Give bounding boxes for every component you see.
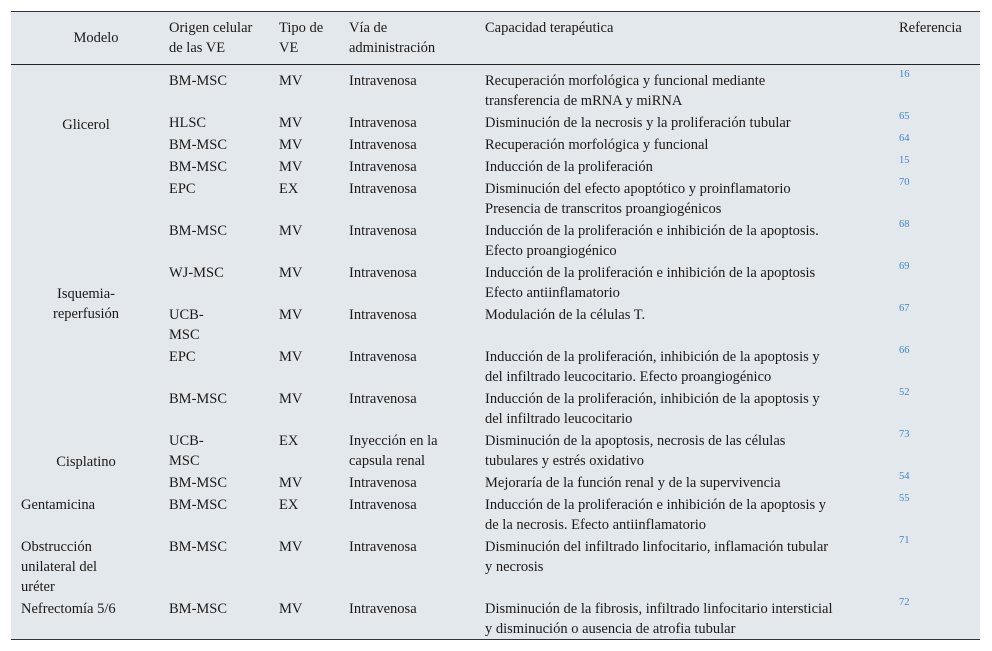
table-header xyxy=(11,11,980,66)
tipo-cell: MV xyxy=(279,223,303,239)
via-cell xyxy=(349,135,417,155)
origen-cell xyxy=(169,473,227,493)
capacidad-cell xyxy=(485,431,785,471)
reference-link[interactable]: 73 xyxy=(899,429,910,440)
via-cell xyxy=(349,263,417,283)
origen-cell-line: BM-MSC xyxy=(169,497,228,513)
capacidad-cell-line: Efecto proangiogénico xyxy=(485,243,617,259)
via-cell xyxy=(349,157,417,177)
tipo-cell: MV xyxy=(279,137,303,153)
origen-cell-line: EPC xyxy=(169,181,196,197)
reference-link[interactable]: 55 xyxy=(899,493,910,504)
tipo-cell: EX xyxy=(279,181,299,197)
via-cell xyxy=(349,113,417,133)
table-body xyxy=(11,65,980,640)
via-cell xyxy=(349,431,438,471)
capacidad-cell xyxy=(485,389,820,429)
header-origen: Origen celular de las VE xyxy=(169,20,253,56)
tipo-cell: MV xyxy=(279,601,303,617)
origen-cell-line: BM-MSC xyxy=(169,475,228,491)
capacidad-cell-line: Inducción de la proliferación e inhibición de la apoptosis xyxy=(485,265,816,281)
origen-cell-line: BM-MSC xyxy=(169,223,228,239)
via-cell-line: Intravenosa xyxy=(349,223,417,239)
capacidad-cell xyxy=(485,71,765,111)
capacidad-cell-line: y disminución o ausencia de atrofia tubular xyxy=(485,621,736,637)
origen-cell xyxy=(169,179,196,199)
origen-cell-line: BM-MSC xyxy=(169,601,228,617)
capacidad-cell-line: Disminución de la apoptosis, necrosis de las células xyxy=(485,433,786,449)
reference-link[interactable]: 52 xyxy=(899,387,910,398)
via-cell-line: Intravenosa xyxy=(349,181,417,197)
reference-link[interactable]: 16 xyxy=(899,69,910,80)
capacidad-cell xyxy=(485,135,708,155)
reference-link[interactable]: 15 xyxy=(899,155,910,166)
origen-cell xyxy=(169,135,227,155)
capacidad-cell-line: del infiltrado leucocitario xyxy=(485,411,633,427)
capacidad-cell-line: Efecto antiinflamatorio xyxy=(485,285,620,301)
model-cell xyxy=(11,452,161,472)
origen-cell-line: UCB- xyxy=(169,433,204,449)
origen-cell xyxy=(169,599,227,619)
capacidad-cell-line: Inducción de la proliferación e inhibición de la apoptosis y xyxy=(485,497,827,513)
capacidad-cell xyxy=(485,113,791,133)
capacidad-cell xyxy=(485,495,826,535)
capacidad-cell-line: Inducción de la proliferación, inhibición de la apoptosis y xyxy=(485,391,820,407)
capacidad-cell-line: Disminución del infiltrado linfocitario, inflamación tubular xyxy=(485,539,829,555)
origen-cell xyxy=(169,347,196,367)
capacidad-cell-line: Inducción de la proliferación, inhibición de la apoptosis y xyxy=(485,349,820,365)
via-cell xyxy=(349,537,417,557)
origen-cell-line: WJ-MSC xyxy=(169,265,224,281)
capacidad-cell-line: tubulares y estrés oxidativo xyxy=(485,453,645,469)
via-cell xyxy=(349,599,417,619)
via-cell-line: Intravenosa xyxy=(349,307,417,323)
capacidad-cell-line: Disminución del efecto apoptótico y proinflamatorio xyxy=(485,181,791,197)
via-cell-line: Intravenosa xyxy=(349,391,417,407)
via-cell xyxy=(349,473,417,493)
model-cell-line: Gentamicina xyxy=(21,497,96,513)
via-cell xyxy=(349,179,417,199)
reference-link[interactable]: 54 xyxy=(899,471,910,482)
model-cell xyxy=(11,284,161,324)
model-cell-line: unilateral del xyxy=(21,559,98,575)
origen-cell-line: MSC xyxy=(169,327,200,343)
origen-cell xyxy=(169,495,227,515)
header-via: Vía de administración xyxy=(349,20,436,56)
origen-cell xyxy=(169,431,204,471)
header-referencia: Referencia xyxy=(899,20,962,36)
origen-cell-line: UCB- xyxy=(169,307,204,323)
capacidad-cell-line: Disminución de la necrosis y la proliferación tubular xyxy=(485,115,791,131)
via-cell xyxy=(349,305,417,325)
origen-cell-line: MSC xyxy=(169,453,200,469)
capacidad-cell xyxy=(485,347,820,387)
via-cell-line: Intravenosa xyxy=(349,539,417,555)
model-cell-line: Glicerol xyxy=(62,117,110,133)
reference-link[interactable]: 68 xyxy=(899,219,910,230)
via-cell-line: Intravenosa xyxy=(349,265,417,281)
tipo-cell: MV xyxy=(279,539,303,555)
via-cell-line: Intravenosa xyxy=(349,73,417,89)
header-tipo: Tipo de VE xyxy=(279,20,324,56)
via-cell-line: Intravenosa xyxy=(349,475,417,491)
reference-link[interactable]: 72 xyxy=(899,597,910,608)
tipo-cell: MV xyxy=(279,349,303,365)
tipo-cell: MV xyxy=(279,265,303,281)
capacidad-cell-line: Inducción de la proliferación xyxy=(485,159,653,175)
tipo-cell: MV xyxy=(279,115,303,131)
model-cell xyxy=(21,599,116,619)
capacidad-cell xyxy=(485,157,653,177)
reference-link[interactable]: 67 xyxy=(899,303,910,314)
capacidad-cell-line: Recuperación morfológica y funcional xyxy=(485,137,709,153)
capacidad-cell xyxy=(485,179,791,219)
tipo-cell: MV xyxy=(279,307,303,323)
reference-link[interactable]: 65 xyxy=(899,111,910,122)
reference-link[interactable]: 66 xyxy=(899,345,910,356)
capacidad-cell-line: Mejoraría de la función renal y de la supervivencia xyxy=(485,475,781,491)
origen-cell xyxy=(169,305,204,345)
tipo-cell: MV xyxy=(279,475,303,491)
origen-cell-line: BM-MSC xyxy=(169,539,228,555)
origen-cell-line: HLSC xyxy=(169,115,207,131)
reference-link[interactable]: 71 xyxy=(899,535,910,546)
via-cell xyxy=(349,495,417,515)
via-cell-line: Intravenosa xyxy=(349,601,417,617)
model-cell xyxy=(21,495,95,515)
capacidad-cell xyxy=(485,473,781,493)
via-cell-line: Intravenosa xyxy=(349,497,417,513)
model-cell-line: uréter xyxy=(21,579,55,595)
capacidad-cell-line: Disminución de la fibrosis, infiltrado linfocitario intersticial xyxy=(485,601,833,617)
model-cell-line: reperfusión xyxy=(52,306,120,322)
model-cell-line: Obstrucción xyxy=(21,539,92,555)
model-cell-line: Isquemia- xyxy=(57,286,115,302)
tipo-cell: MV xyxy=(279,159,303,175)
origen-cell xyxy=(169,71,227,91)
capacidad-cell-line: transferencia de mRNA y miRNA xyxy=(485,93,683,109)
capacidad-cell-line: y necrosis xyxy=(485,559,544,575)
via-cell xyxy=(349,347,417,367)
capacidad-cell xyxy=(485,221,819,261)
tipo-cell: EX xyxy=(279,433,299,449)
model-cell xyxy=(11,115,161,135)
capacidad-cell-line: Recuperación morfológica y funcional mediante xyxy=(485,73,766,89)
reference-link[interactable]: 69 xyxy=(899,261,910,272)
capacidad-cell-line: de la necrosis. Efecto antiinflamatorio xyxy=(485,517,707,533)
origen-cell xyxy=(169,263,224,283)
header-modelo: Modelo xyxy=(73,30,119,46)
via-cell-line: Intravenosa xyxy=(349,115,417,131)
tipo-cell: MV xyxy=(279,73,303,89)
model-cell-line: Nefrectomía 5/6 xyxy=(21,601,116,617)
capacidad-cell xyxy=(485,599,833,639)
via-cell xyxy=(349,71,417,91)
via-cell-line: Inyección en la xyxy=(349,433,438,449)
capacidad-cell-line: Inducción de la proliferación e inhibición de la apoptosis. xyxy=(485,223,819,239)
capacidad-cell-line: Presencia de transcritos proangiogénicos xyxy=(485,201,722,217)
capacidad-cell-line: Modulación de la células T. xyxy=(485,307,646,323)
model-cell xyxy=(21,537,97,597)
tipo-cell: EX xyxy=(279,497,299,513)
via-cell xyxy=(349,389,417,409)
capacidad-cell xyxy=(485,537,828,577)
reference-link[interactable]: 64 xyxy=(899,133,910,144)
via-cell-line: Intravenosa xyxy=(349,159,417,175)
origen-cell xyxy=(169,113,206,133)
model-cell-line: Cisplatino xyxy=(56,454,116,470)
header-capacidad: Capacidad terapéutica xyxy=(485,20,614,36)
origen-cell xyxy=(169,537,227,557)
origen-cell-line: BM-MSC xyxy=(169,73,228,89)
origen-cell xyxy=(169,157,227,177)
via-cell xyxy=(349,221,417,241)
origen-cell-line: BM-MSC xyxy=(169,391,228,407)
origen-cell-line: BM-MSC xyxy=(169,159,228,175)
tipo-cell: MV xyxy=(279,391,303,407)
origen-cell-line: EPC xyxy=(169,349,196,365)
via-cell-line: capsula renal xyxy=(349,453,426,469)
origen-cell-line: BM-MSC xyxy=(169,137,228,153)
via-cell-line: Intravenosa xyxy=(349,349,417,365)
via-cell-line: Intravenosa xyxy=(349,137,417,153)
capacidad-cell-line: del infiltrado leucocitario. Efecto proangiogénico xyxy=(485,369,772,385)
capacidad-cell xyxy=(485,305,645,325)
reference-link[interactable]: 70 xyxy=(899,177,910,188)
origen-cell xyxy=(169,221,227,241)
origen-cell xyxy=(169,389,227,409)
capacidad-cell xyxy=(485,263,815,303)
